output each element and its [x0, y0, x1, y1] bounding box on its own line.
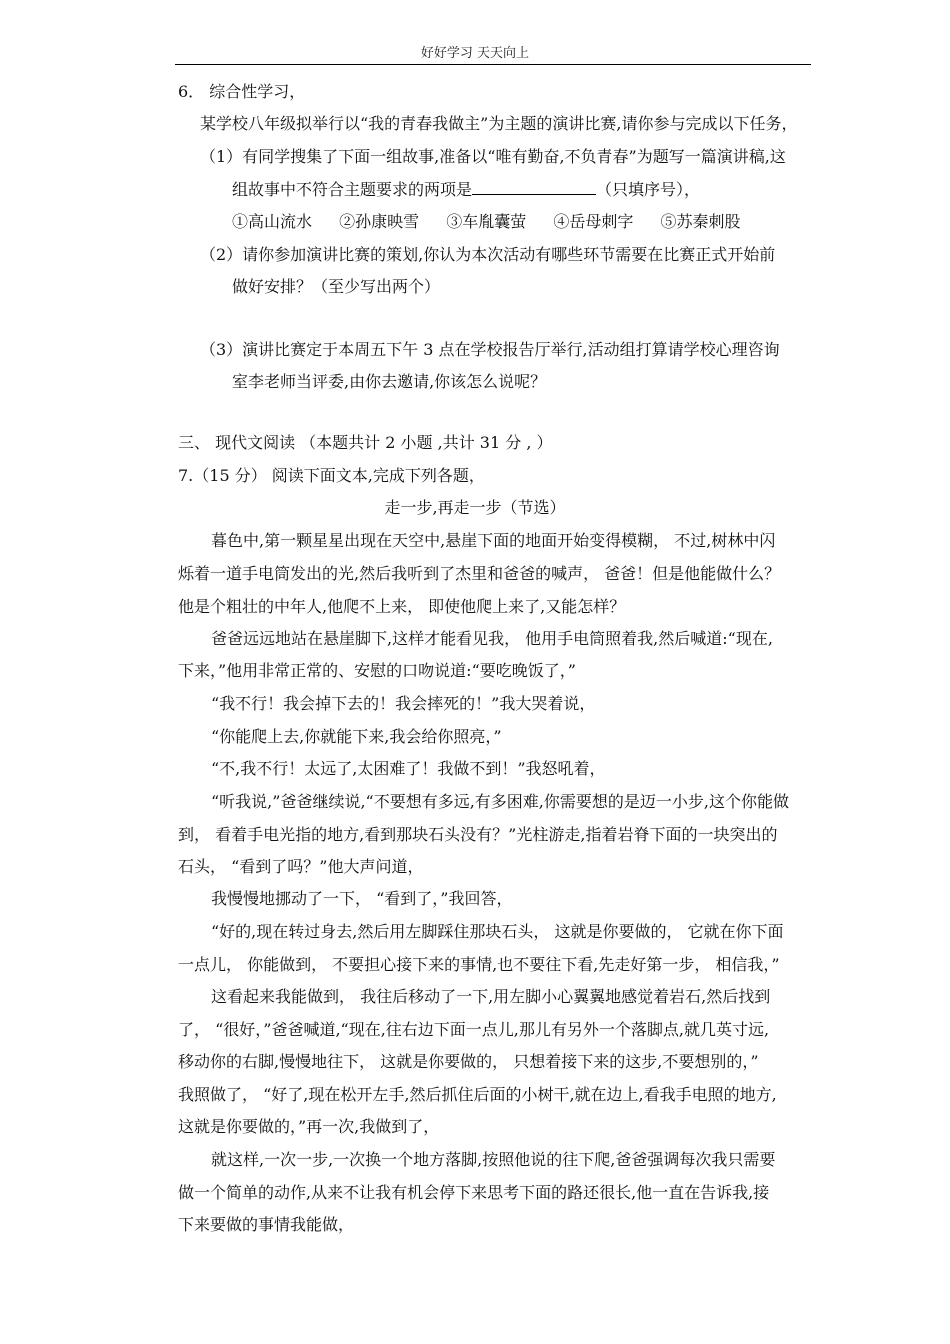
answer-blank[interactable]: [472, 180, 596, 195]
q6-part1-hint: （只填序号），: [596, 180, 701, 199]
q6-options: [232, 212, 762, 232]
passage-line: 我照做了， “好了,现在松开左手,然后抓住后面的小树干,就在边上,看我手电照的地方,: [178, 1085, 777, 1104]
passage-line: “我不行！我会掉下去的！我会摔死的！”我大哭着说，: [211, 694, 596, 713]
passage-line: 移动你的右脚,慢慢地往下， 这就是你要做的， 只想着接下来的这步,不要想别的，”: [178, 1052, 759, 1071]
q6-part1-line1: （1）有同学搜集了下面一组故事,准备以“唯有勤奋,不负青春”为题写一篇演讲稿,这: [200, 147, 786, 166]
option-item: ②孙康映雪: [339, 212, 420, 231]
passage-line: 这就是你要做的，”再一次,我做到了，: [178, 1117, 440, 1136]
option-item: ⑤苏秦刺股: [660, 212, 741, 231]
passage-line: “好的,现在转过身去,然后用左脚踩住那块石头， 这就是你要做的， 它就在你下面: [211, 922, 784, 941]
option-item: ①高山流水: [232, 212, 313, 231]
passage-line: 了， “很好，”爸爸喊道,“现在,往右边下面一点儿,那儿有另外一个落脚点,就几英寸远,: [178, 1020, 770, 1039]
q6-part2-line1: （2）请你参加演讲比赛的策划,你认为本次活动有哪些环节需要在比赛正式开始前: [200, 245, 776, 264]
passage-line: 暮色中,第一颗星星出现在天空中,悬崖下面的地面开始变得模糊， 不过,树林中闪: [211, 531, 776, 550]
passage-line: 他是个粗壮的中年人,他爬不上来， 即使他爬上来了,又能怎样？: [178, 597, 626, 616]
q6-title: 6． 综合性学习，: [178, 82, 306, 101]
option-item: ③车胤囊萤: [446, 212, 527, 231]
q6-part1-line2: [232, 180, 700, 200]
passage-line: 石头， “看到了吗？”他大声问道，: [178, 857, 424, 876]
passage-line: 这看起来我能做到， 我往后移动了一下,用左脚小心翼翼地感觉着岩石,然后找到: [211, 987, 771, 1006]
q6-part1-text: 组故事中不符合主题要求的两项是: [232, 180, 473, 199]
passage-line: “你能爬上去,你就能下来,我会给你照亮，”: [211, 727, 502, 746]
q6-part3-line1: （3）演讲比赛定于本周五下午 3 点在学校报告厅举行,活动组打算请学校心理咨询: [200, 340, 780, 359]
passage-line: “不,我不行！太远了,太困难了！我做不到！”我怒吼着，: [211, 759, 606, 778]
section-heading: 三、 现代文阅读 （本题共计 2 小题 ,共计 31 分 , ）: [178, 433, 553, 452]
passage-title: 走一步,再走一步（节选）: [384, 498, 566, 517]
passage-line: 做一个简单的动作,从来不让我有机会停下来思考下面的路还很长,他一直在告诉我,接: [178, 1183, 770, 1202]
q6-intro: 某学校八年级拟举行以“我的青春我做主”为主题的演讲比赛,请你参与完成以下任务，: [200, 114, 798, 133]
passage-line: 就这样,一次一步,一次换一个地方落脚,按照他说的往下爬,爸爸强调每次我只需要: [211, 1150, 776, 1169]
page-header: 好好学习 天天向上: [420, 46, 530, 61]
option-item: ④岳母刺字: [553, 212, 634, 231]
passage-line: 我慢慢地挪动了一下， “看到了，”我回答，: [211, 889, 513, 908]
passage-line: 下来，”他用非常正常的、安慰的口吻说道:“要吃晚饭了，”: [178, 661, 576, 680]
passage-line: 一点儿， 你能做到， 不要担心接下来的事情,也不要往下看,先走好第一步， 相信我，”: [178, 955, 780, 974]
header-rule: [175, 64, 811, 65]
passage-line: 下来要做的事情我能做，: [178, 1215, 355, 1234]
passage-line: “听我说,”爸爸继续说,“不要想有多远,有多困难,你需要想的是迈一小步,这个你能做: [211, 792, 789, 811]
q7-title: 7.（15 分） 阅读下面文本,完成下列各题，: [178, 466, 485, 485]
passage-line: 爸爸远远地站在悬崖脚下,这样才能看见我， 他用手电筒照着我,然后喊道:“现在,: [211, 629, 773, 648]
q6-part3-line2: 室李老师当评委,由你去邀请,你该怎么说呢？: [232, 372, 547, 391]
q6-part2-line2: 做好安排？（至少写出两个）: [232, 277, 441, 296]
passage-line: 烁着一道手电筒发出的光,然后我听到了杰里和爸爸的喊声， 爸爸！但是他能做什么？: [178, 564, 781, 583]
passage-line: 到， 看着手电光指的地方,看到那块石头没有？”光柱游走,指着岩脊下面的一块突出的: [178, 825, 778, 844]
